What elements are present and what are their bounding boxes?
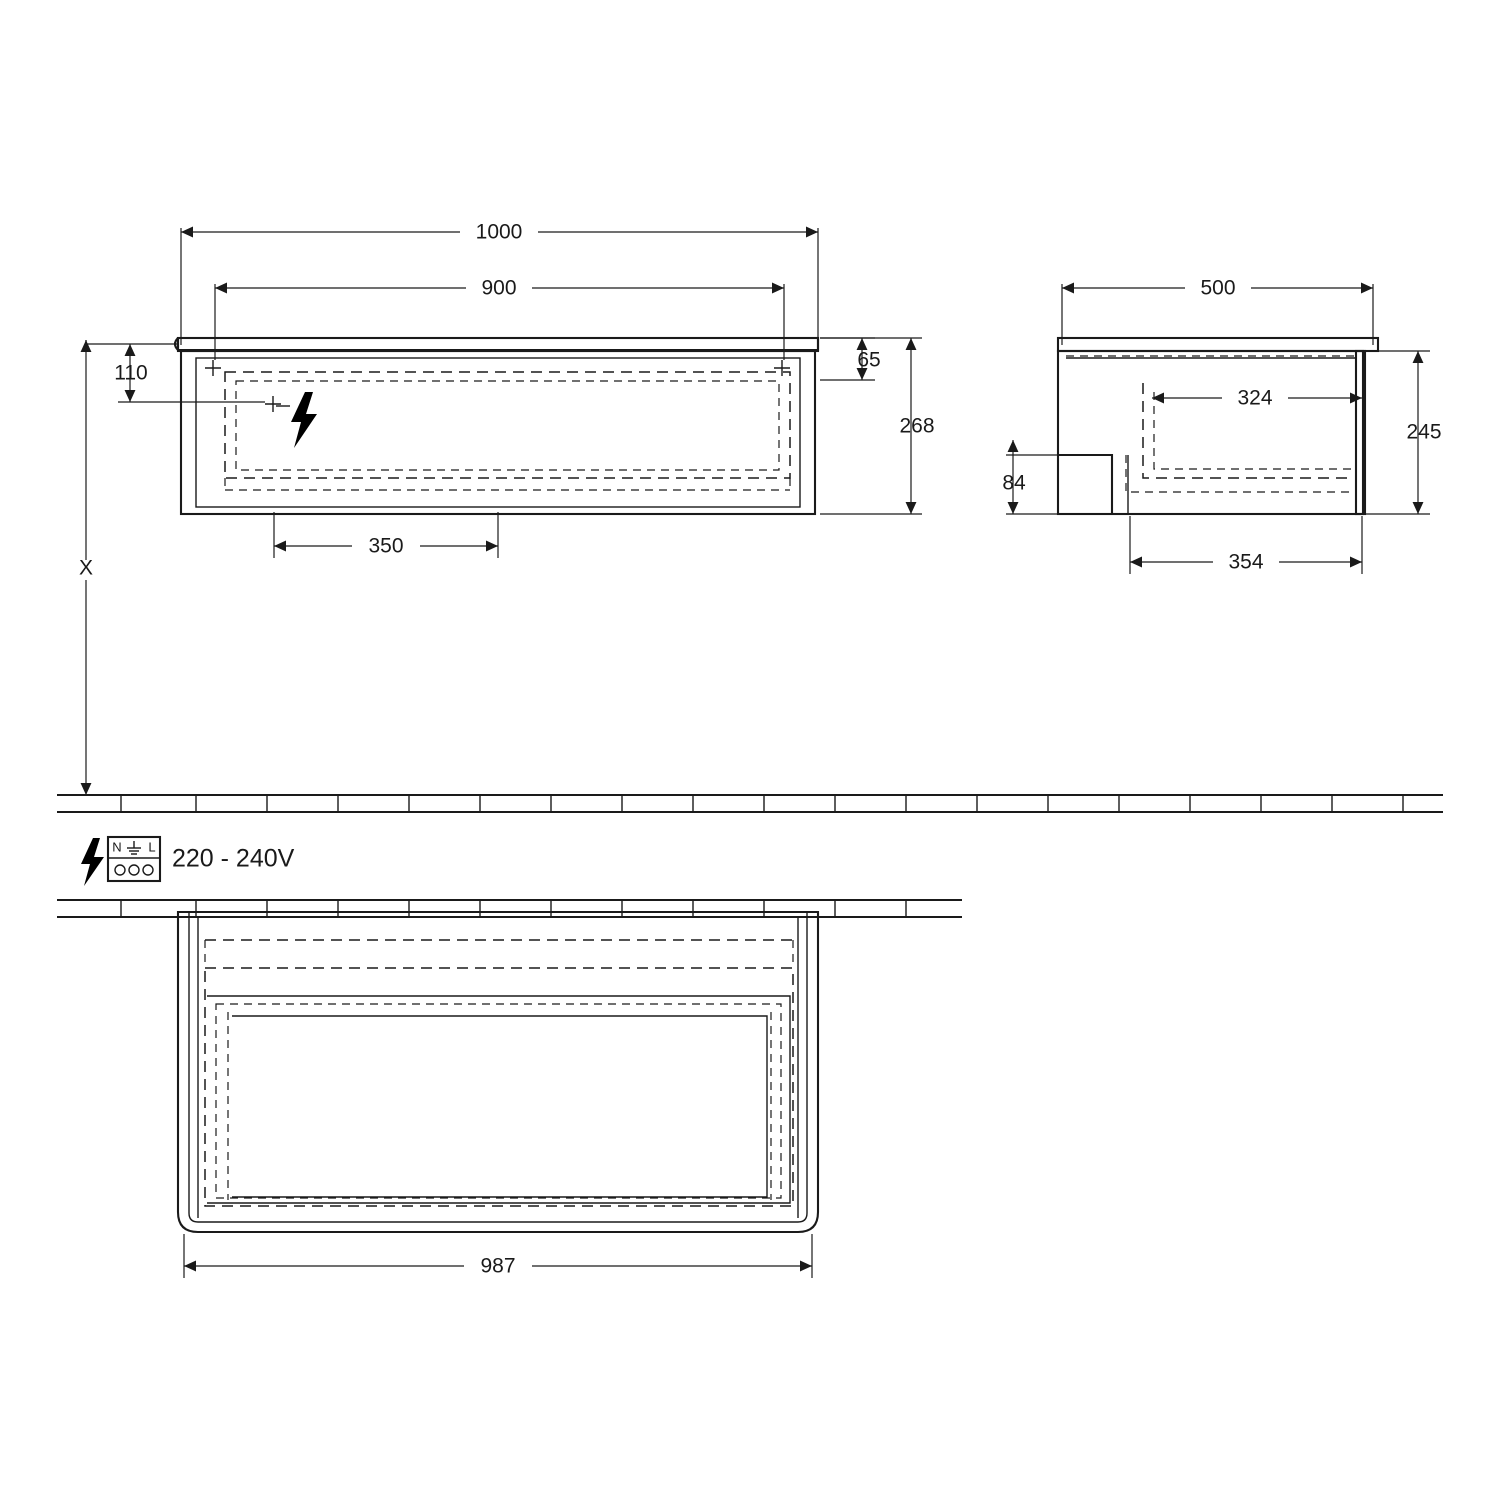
lightning-bolt-icon-note bbox=[81, 838, 104, 886]
side-step-profile bbox=[1058, 455, 1112, 514]
front-fixing-crosshairs bbox=[205, 360, 790, 412]
plan-view bbox=[57, 900, 962, 1278]
front-countertop bbox=[175, 338, 818, 350]
dim-label-front-top-height: 65 bbox=[857, 348, 881, 372]
side-hidden-base bbox=[1126, 455, 1352, 492]
dim-side-base-height bbox=[1002, 440, 1110, 514]
front-drawer-face bbox=[196, 358, 800, 507]
dim-side-lower-depth bbox=[1130, 516, 1362, 574]
power-supply-note bbox=[81, 837, 295, 886]
plan-cabinet-outline bbox=[178, 912, 818, 1232]
dim-label-side-total-height: 245 bbox=[1406, 420, 1442, 444]
floor-hatch-band bbox=[57, 795, 1443, 812]
plan-hidden-drawer-inner bbox=[216, 1004, 781, 1198]
terminal-label-l: L bbox=[148, 839, 156, 855]
dim-label-side-total-depth: 500 bbox=[1200, 276, 1236, 300]
dim-label-front-drawer-offset: 110 bbox=[114, 361, 148, 385]
dim-label-front-inner-width: 900 bbox=[481, 276, 517, 300]
dim-height-marker-x bbox=[79, 340, 93, 795]
plan-drawer-line bbox=[207, 996, 790, 1203]
dim-label-front-total-height: 268 bbox=[899, 414, 935, 438]
side-elevation-view bbox=[1002, 276, 1441, 574]
dim-side-inner-depth bbox=[1152, 386, 1362, 410]
side-countertop bbox=[1058, 338, 1378, 351]
plan-hidden-sides bbox=[228, 1012, 771, 1200]
dim-side-total-height bbox=[1366, 351, 1442, 514]
dim-label-height-marker-x: X bbox=[78, 556, 94, 580]
dim-label-side-lower-depth: 354 bbox=[1228, 550, 1264, 574]
plan-hidden-back-legs bbox=[205, 940, 793, 968]
dim-label-side-base-height: 84 bbox=[1002, 471, 1026, 495]
plan-wall-hatch bbox=[57, 900, 962, 917]
dim-front-drawer-offset bbox=[86, 344, 265, 402]
plan-drawer-base-line bbox=[232, 1016, 767, 1197]
dim-label-front-socket-offset: 350 bbox=[368, 534, 404, 558]
dim-label-front-total-width: 1000 bbox=[475, 220, 523, 244]
dim-label-side-inner-depth: 324 bbox=[1237, 386, 1273, 410]
plan-side-walls bbox=[198, 917, 798, 1218]
earth-symbol-icon bbox=[127, 841, 141, 854]
terminal-label-n: N bbox=[112, 839, 122, 855]
dim-front-inner-width bbox=[215, 276, 784, 360]
front-elevation-view bbox=[79, 220, 935, 795]
dim-side-total-depth bbox=[1062, 276, 1373, 345]
dim-front-socket-offset bbox=[274, 512, 498, 558]
front-hidden-drawer-inner bbox=[236, 381, 779, 470]
front-hidden-drawer-outline bbox=[225, 372, 790, 478]
dim-front-top-height bbox=[820, 338, 881, 380]
dim-label-plan-width: 987 bbox=[480, 1254, 516, 1278]
power-voltage-label: 220 - 240V bbox=[172, 844, 295, 873]
dim-plan-width bbox=[184, 1234, 812, 1278]
side-cabinet-body bbox=[1058, 351, 1363, 514]
plan-cabinet-inner-outline bbox=[189, 912, 807, 1222]
lightning-bolt-icon bbox=[291, 392, 317, 448]
